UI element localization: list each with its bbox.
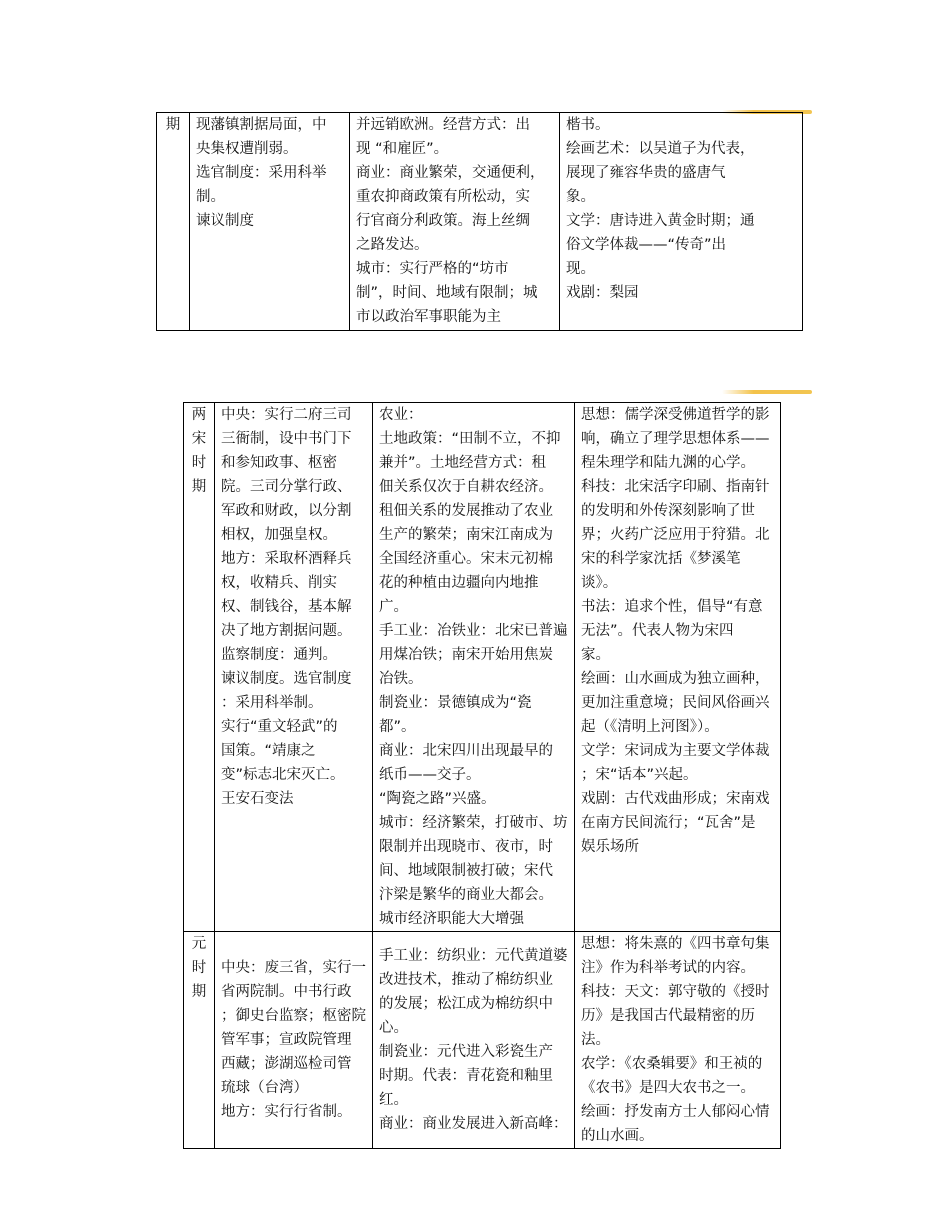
text-line: 书法：追求个性，倡导“有意 bbox=[581, 599, 763, 615]
text-line: 生产的繁荣；南宋江南成为 bbox=[379, 527, 553, 543]
text-line: 兼并”。土地经营方式：租 bbox=[379, 455, 547, 471]
text-line: 制瓷业：景德镇成为“瓷 bbox=[379, 695, 532, 711]
text-line: 重农抑商政策有所松动，实 bbox=[356, 189, 530, 205]
text-line: 中央：废三省，实行一 bbox=[221, 960, 366, 976]
text-line: 谈》。 bbox=[581, 575, 618, 591]
text-line: 历》是我国古代最精密的历 bbox=[581, 1008, 755, 1024]
text-line: 展现了雍容华贵的盛唐气 bbox=[566, 165, 726, 181]
text-line: 并远销欧洲。经营方式：出 bbox=[356, 117, 530, 133]
text-line: 土地政策：“田制不立，不抑 bbox=[379, 431, 561, 447]
text-line: 汴梁是繁华的商业大都会。 bbox=[379, 887, 553, 903]
text-line: 文学：宋词成为主要文学体裁 bbox=[581, 743, 770, 759]
text-line: 决了地方割据问题。 bbox=[221, 623, 352, 639]
political-cell bbox=[215, 403, 373, 932]
culture-cell bbox=[560, 113, 803, 331]
text-line: 租佃关系的发展推动了农业 bbox=[379, 503, 553, 519]
political-cell bbox=[215, 932, 373, 1149]
text-line: 无法”。代表人物为宋四 bbox=[581, 623, 734, 639]
text-line: 现藩镇割据局面，中 bbox=[196, 117, 327, 133]
period-cell bbox=[157, 113, 190, 331]
text-line: 谏议制度 bbox=[196, 213, 254, 229]
text-line: 起（《清明上河图》）。 bbox=[581, 719, 719, 735]
text-line: 间、地域限制被打破；宋代 bbox=[379, 863, 553, 879]
table-row bbox=[184, 932, 781, 1149]
period-char: 两 bbox=[191, 407, 207, 423]
text-line: 现。 bbox=[566, 261, 595, 277]
text-line: 戏剧：梨园 bbox=[566, 285, 639, 301]
text-line: 花的种植由边疆向内地推 bbox=[379, 575, 539, 591]
economic-cell bbox=[373, 403, 575, 932]
text-line: 王安石变法 bbox=[221, 791, 294, 807]
text-line: 绘画：山水画成为独立画种， bbox=[581, 671, 770, 687]
text-line: 的发明和外传深刻影响了世 bbox=[581, 503, 755, 519]
text-line: 绘画艺术：以吴道子为代表， bbox=[566, 141, 755, 157]
text-line: 心。 bbox=[379, 1020, 408, 1036]
text-line: 之路发达。 bbox=[356, 237, 429, 253]
period-char: 时 bbox=[191, 960, 207, 976]
text-line: 权，收精兵、削实 bbox=[221, 575, 337, 591]
text-line: 限制并出现晓市、夜市，时 bbox=[379, 839, 553, 855]
text-line: 省两院制。中书行政 bbox=[221, 984, 352, 1000]
text-line: 管军事；宣政院管理 bbox=[221, 1032, 352, 1048]
text-line: 广。 bbox=[379, 599, 408, 615]
text-line: 权、制钱谷，基本解 bbox=[221, 599, 352, 615]
text-line: 纸币——交子。 bbox=[379, 767, 481, 783]
text-line: 注》作为科举考试的内容。 bbox=[581, 960, 755, 976]
text-line: 变”标志北宋灭亡。 bbox=[221, 767, 345, 783]
text-line: 中央：实行二府三司 bbox=[221, 407, 352, 423]
text-line: 商业：北宋四川出现最早的 bbox=[379, 743, 553, 759]
text-line: 市以政治军事职能为主 bbox=[356, 309, 501, 325]
text-line: 城市：经济繁荣，打破市、坊 bbox=[379, 815, 568, 831]
text-line: 冶铁。 bbox=[379, 671, 423, 687]
text-line: 家。 bbox=[581, 647, 610, 663]
text-line: 实行“重文轻武”的 bbox=[221, 719, 338, 735]
text-line: 行官商分利政策。海上丝绸 bbox=[356, 213, 530, 229]
period-cell bbox=[184, 932, 215, 1149]
text-line: 用煤冶铁；南宋开始用焦炭 bbox=[379, 647, 553, 663]
text-line: ：采用科举制。 bbox=[221, 695, 323, 711]
text-line: “陶瓷之路”兴盛。 bbox=[379, 791, 496, 807]
text-line: 商业：商业繁荣，交通便利， bbox=[356, 165, 545, 181]
text-line: 都”。 bbox=[379, 719, 416, 735]
text-line: 院。三司分掌行政、 bbox=[221, 479, 352, 495]
text-line: 西藏；澎湖巡检司管 bbox=[221, 1056, 352, 1072]
text-line: 全国经济重心。宋末元初棉 bbox=[379, 551, 553, 567]
text-line: 科技：天文：郭守敬的《授时 bbox=[581, 984, 770, 1000]
text-line: ；宋“话本”兴起。 bbox=[581, 767, 698, 783]
text-line: ；御史台监察；枢密院 bbox=[221, 1008, 366, 1024]
text-line: 军政和财政，以分割 bbox=[221, 503, 352, 519]
period-char: 时 bbox=[191, 455, 207, 471]
text-line: 地方：采取杯酒释兵 bbox=[221, 551, 352, 567]
text-line: 现 “和雇匠”。 bbox=[356, 141, 449, 157]
text-line: 改进技术，推动了棉纺织业 bbox=[379, 972, 553, 988]
decorative-accent-line bbox=[722, 390, 812, 394]
culture-cell bbox=[575, 932, 781, 1149]
period-cell bbox=[184, 403, 215, 932]
text-line: 界；火药广泛应用于狩猎。北 bbox=[581, 527, 770, 543]
economic-cell bbox=[350, 113, 560, 331]
text-line: 俗文学体裁——“传奇”出 bbox=[566, 237, 727, 253]
text-line: 响，确立了理学思想体系—— bbox=[581, 431, 770, 447]
text-line: 程朱理学和陆九渊的心学。 bbox=[581, 455, 755, 471]
text-line: 绘画：抒发南方士人郁闷心情 bbox=[581, 1104, 770, 1120]
text-line: 商业：商业发展进入新高峰： bbox=[379, 1116, 568, 1132]
text-line: 监察制度：通判。 bbox=[221, 647, 337, 663]
table-row bbox=[184, 403, 781, 932]
text-line: 戏剧：古代戏曲形成；宋南戏 bbox=[581, 791, 770, 807]
table-row bbox=[157, 113, 803, 331]
culture-cell bbox=[575, 403, 781, 932]
text-line: 国策。“靖康之 bbox=[221, 743, 316, 759]
economic-cell bbox=[373, 932, 575, 1149]
tang-history-table bbox=[156, 112, 803, 331]
text-line: 文学：唐诗进入黄金时期；通 bbox=[566, 213, 755, 229]
text-line: 思想：儒学深受佛道哲学的影 bbox=[581, 407, 770, 423]
text-line: 农学：《农桑辑要》和王祯的 bbox=[581, 1056, 763, 1072]
text-line: 科技：北宋活字印刷、指南针 bbox=[581, 479, 770, 495]
text-line: 谏议制度。选官制度 bbox=[221, 671, 352, 687]
text-line: 手工业：冶铁业：北宋已普遍 bbox=[379, 623, 568, 639]
text-line: 思想：将朱熹的《四书章句集 bbox=[581, 936, 770, 952]
text-line: 制。 bbox=[196, 189, 225, 205]
text-line: 城市经济职能大大增强 bbox=[379, 911, 524, 927]
text-line: 娱乐场所 bbox=[581, 839, 639, 855]
text-line: 的山水画。 bbox=[581, 1128, 654, 1144]
text-line: 法。 bbox=[581, 1032, 610, 1048]
text-line: 宋的科学家沈括《梦溪笔 bbox=[581, 551, 741, 567]
text-line: 制瓷业：元代进入彩瓷生产 bbox=[379, 1044, 553, 1060]
text-line: 相权，加强皇权。 bbox=[221, 527, 337, 543]
text-line: 红。 bbox=[379, 1092, 408, 1108]
period-char: 期 bbox=[191, 984, 207, 1000]
text-line: 时期。代表：青花瓷和釉里 bbox=[379, 1068, 553, 1084]
text-line: 和参知政事、枢密 bbox=[221, 455, 337, 471]
text-line: 农业： bbox=[379, 407, 423, 423]
text-line: 佃关系仅次于自耕农经济。 bbox=[379, 479, 553, 495]
text-line: 制”，时间、地域有限制；城 bbox=[356, 285, 538, 301]
text-line: 更加注重意境；民间风俗画兴 bbox=[581, 695, 770, 711]
text-line: 琉球（台湾） bbox=[221, 1080, 308, 1096]
text-line: 央集权遭削弱。 bbox=[196, 141, 298, 157]
text-line: 三衙制，设中书门下 bbox=[221, 431, 352, 447]
text-line: 《农书》是四大农书之一。 bbox=[581, 1080, 755, 1096]
political-cell bbox=[190, 113, 350, 331]
text-line: 城市：实行严格的“坊市 bbox=[356, 261, 509, 277]
text-line: 选官制度：采用科举 bbox=[196, 165, 327, 181]
text-line: 楷书。 bbox=[566, 117, 610, 133]
period-char: 期 bbox=[191, 479, 207, 495]
text-line: 地方：实行行省制。 bbox=[221, 1104, 352, 1120]
text-line: 手工业：纺织业：元代黄道婆 bbox=[379, 948, 568, 964]
song-yuan-history-table bbox=[183, 402, 781, 1149]
period-char: 元 bbox=[191, 936, 207, 952]
period-char: 宋 bbox=[191, 431, 207, 447]
text-line: 的发展；松江成为棉纺织中 bbox=[379, 996, 553, 1012]
text-line: 在南方民间流行；“瓦舍”是 bbox=[581, 815, 756, 831]
period-char: 期 bbox=[165, 117, 181, 133]
text-line: 象。 bbox=[566, 189, 595, 205]
